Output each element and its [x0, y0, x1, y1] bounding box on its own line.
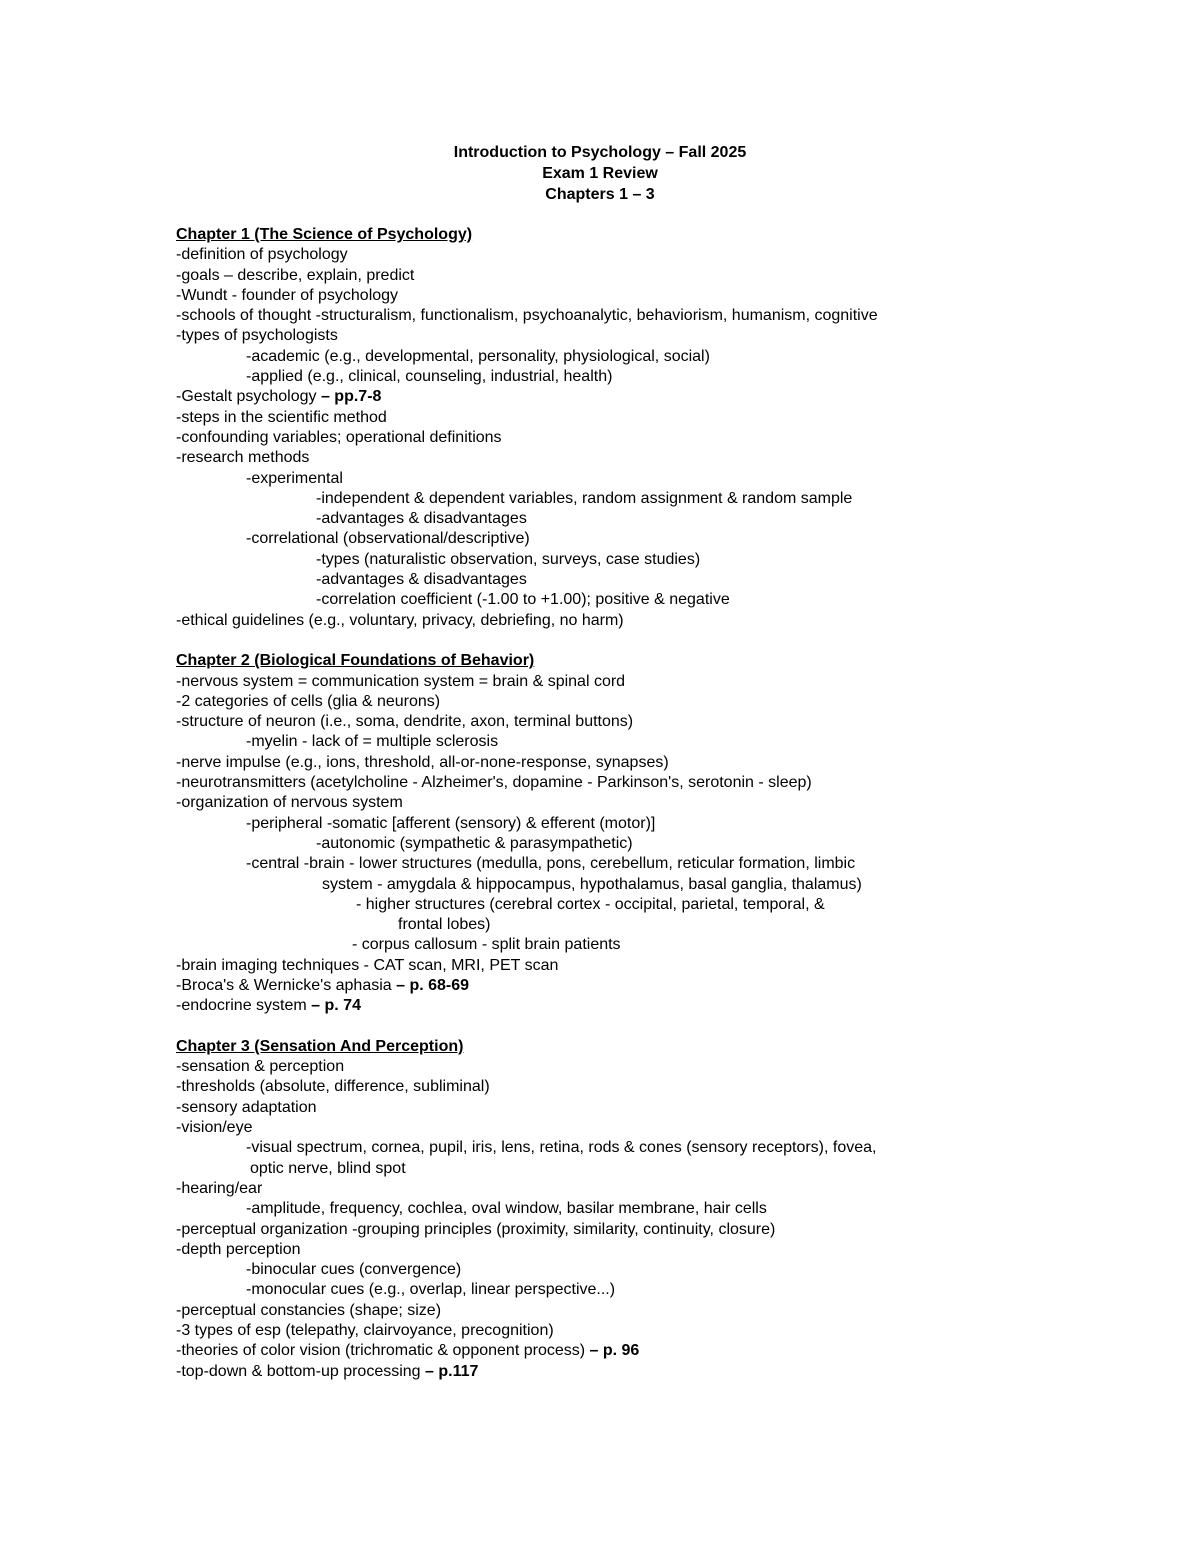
list-item-text: -top-down & bottom-up processing: [176, 1362, 426, 1380]
list-item: -ethical guidelines (e.g., voluntary, privacy, debriefing, no harm): [176, 611, 624, 629]
list-item: -research methods: [176, 449, 310, 467]
list-item: [176, 996, 1176, 1016]
list-item: -organization of nervous system: [176, 794, 403, 812]
list-item: -amplitude, frequency, cochlea, oval window, basilar membrane, hair cells: [246, 1200, 767, 1218]
list-item: -nerve impulse (e.g., ions, threshold, all-or-none-response, synapses): [176, 753, 669, 771]
list-item: -autonomic (sympathetic & parasympathetic): [316, 834, 633, 852]
list-item: -central -brain - lower structures (medulla, pons, cerebellum, reticular formation, limbic: [246, 855, 856, 873]
title-block: [0, 142, 1200, 205]
list-item-text: -Gestalt psychology: [176, 388, 321, 406]
list-item: - higher structures (cerebral cortex - occipital, parietal, temporal, &: [356, 895, 825, 913]
list-item: -hearing/ear: [176, 1179, 263, 1197]
list-item: -sensory adaptation: [176, 1098, 317, 1116]
list-item: -Wundt - founder of psychology: [176, 286, 399, 304]
list-item: frontal lobes): [398, 916, 491, 934]
list-item: -correlation coefficient (-1.00 to +1.00); positive & negative: [316, 591, 730, 609]
list-item: -advantages & disadvantages: [316, 571, 527, 589]
list-item: -independent & dependent variables, random assignment & random sample: [316, 489, 853, 507]
list-item: [176, 387, 1176, 407]
list-item: -confounding variables; operational definitions: [176, 428, 502, 446]
page-reference: – p. 68-69: [396, 976, 470, 994]
list-item: -vision/eye: [176, 1119, 253, 1137]
list-item-text: -Broca's & Wernicke's aphasia: [176, 976, 397, 994]
page-reference: – p. 96: [589, 1342, 640, 1360]
list-item: -advantages & disadvantages: [316, 510, 527, 528]
list-item-text: -endocrine system: [176, 997, 312, 1015]
list-item: -types of psychologists: [176, 327, 338, 345]
list-item: -correlational (observational/descriptive): [246, 530, 530, 548]
list-item: -definition of psychology: [176, 246, 348, 264]
list-item: -nervous system = communication system = brain & spinal cord: [176, 672, 626, 690]
list-item: [176, 1341, 1176, 1361]
list-item: -2 categories of cells (glia & neurons): [176, 692, 441, 710]
chapter-1-heading: Chapter 1 (The Science of Psychology): [176, 226, 473, 243]
list-item: -brain imaging techniques - CAT scan, MRI, PET scan: [176, 956, 559, 974]
list-item: -academic (e.g., developmental, personality, physiological, social): [246, 347, 710, 365]
chapter-2-heading: Chapter 2 (Biological Foundations of Behavior): [176, 652, 535, 670]
list-item: -perceptual constancies (shape; size): [176, 1301, 442, 1319]
list-item-text: -theories of color vision (trichromatic & opponent process): [176, 1342, 590, 1360]
list-item: -3 types of esp (telepathy, clairvoyance, precognition): [176, 1322, 554, 1340]
list-item: system - amygdala & hippocampus, hypothalamus, basal ganglia, thalamus): [322, 875, 862, 893]
list-item: [176, 1362, 1176, 1382]
list-item: -steps in the scientific method: [176, 408, 387, 426]
chapters-range: Chapters 1 – 3: [545, 186, 655, 203]
list-item: -monocular cues (e.g., overlap, linear perspective...): [246, 1281, 616, 1299]
list-item: -sensation & perception: [176, 1058, 345, 1076]
page-reference: – p. 74: [311, 997, 361, 1015]
list-item: -myelin - lack of = multiple sclerosis: [246, 733, 499, 751]
list-item: - corpus callosum - split brain patients: [352, 936, 621, 954]
list-item: -applied (e.g., clinical, counseling, industrial, health): [246, 368, 613, 386]
chapter-3-heading: Chapter 3 (Sensation And Perception): [176, 1037, 464, 1055]
exam-title: Exam 1 Review: [542, 165, 658, 182]
review-content: [176, 225, 1176, 1382]
list-item: -types (naturalistic observation, surveys, case studies): [316, 550, 701, 568]
list-item: -structure of neuron (i.e., soma, dendrite, axon, terminal buttons): [176, 713, 634, 731]
list-item: -thresholds (absolute, difference, subliminal): [176, 1078, 490, 1096]
list-item: -binocular cues (convergence): [246, 1261, 462, 1279]
spacer: [176, 1017, 1176, 1037]
list-item: -visual spectrum, cornea, pupil, iris, lens, retina, rods & cones (sensory receptors), fovea,: [246, 1139, 877, 1157]
page-reference: – p.117: [425, 1362, 479, 1380]
list-item: -experimental: [246, 469, 343, 487]
spacer: [176, 631, 1176, 651]
list-item: -goals – describe, explain, predict: [176, 266, 415, 284]
list-item: -schools of thought -structuralism, functionalism, psychoanalytic, behaviorism, humanism, cognitive: [176, 307, 878, 325]
list-item: -depth perception: [176, 1240, 301, 1258]
list-item: -perceptual organization -grouping principles (proximity, similarity, continuity, closure): [176, 1220, 776, 1238]
page-reference: – pp.7-8: [320, 388, 382, 406]
list-item: -neurotransmitters (acetylcholine - Alzheimer's, dopamine - Parkinson's, serotonin - sleep): [176, 774, 812, 792]
list-item: [176, 976, 1176, 996]
list-item: optic nerve, blind spot: [250, 1159, 406, 1177]
list-item: -peripheral -somatic [afferent (sensory) & efferent (motor)]: [246, 814, 656, 832]
course-title: Introduction to Psychology – Fall 2025: [453, 144, 747, 161]
